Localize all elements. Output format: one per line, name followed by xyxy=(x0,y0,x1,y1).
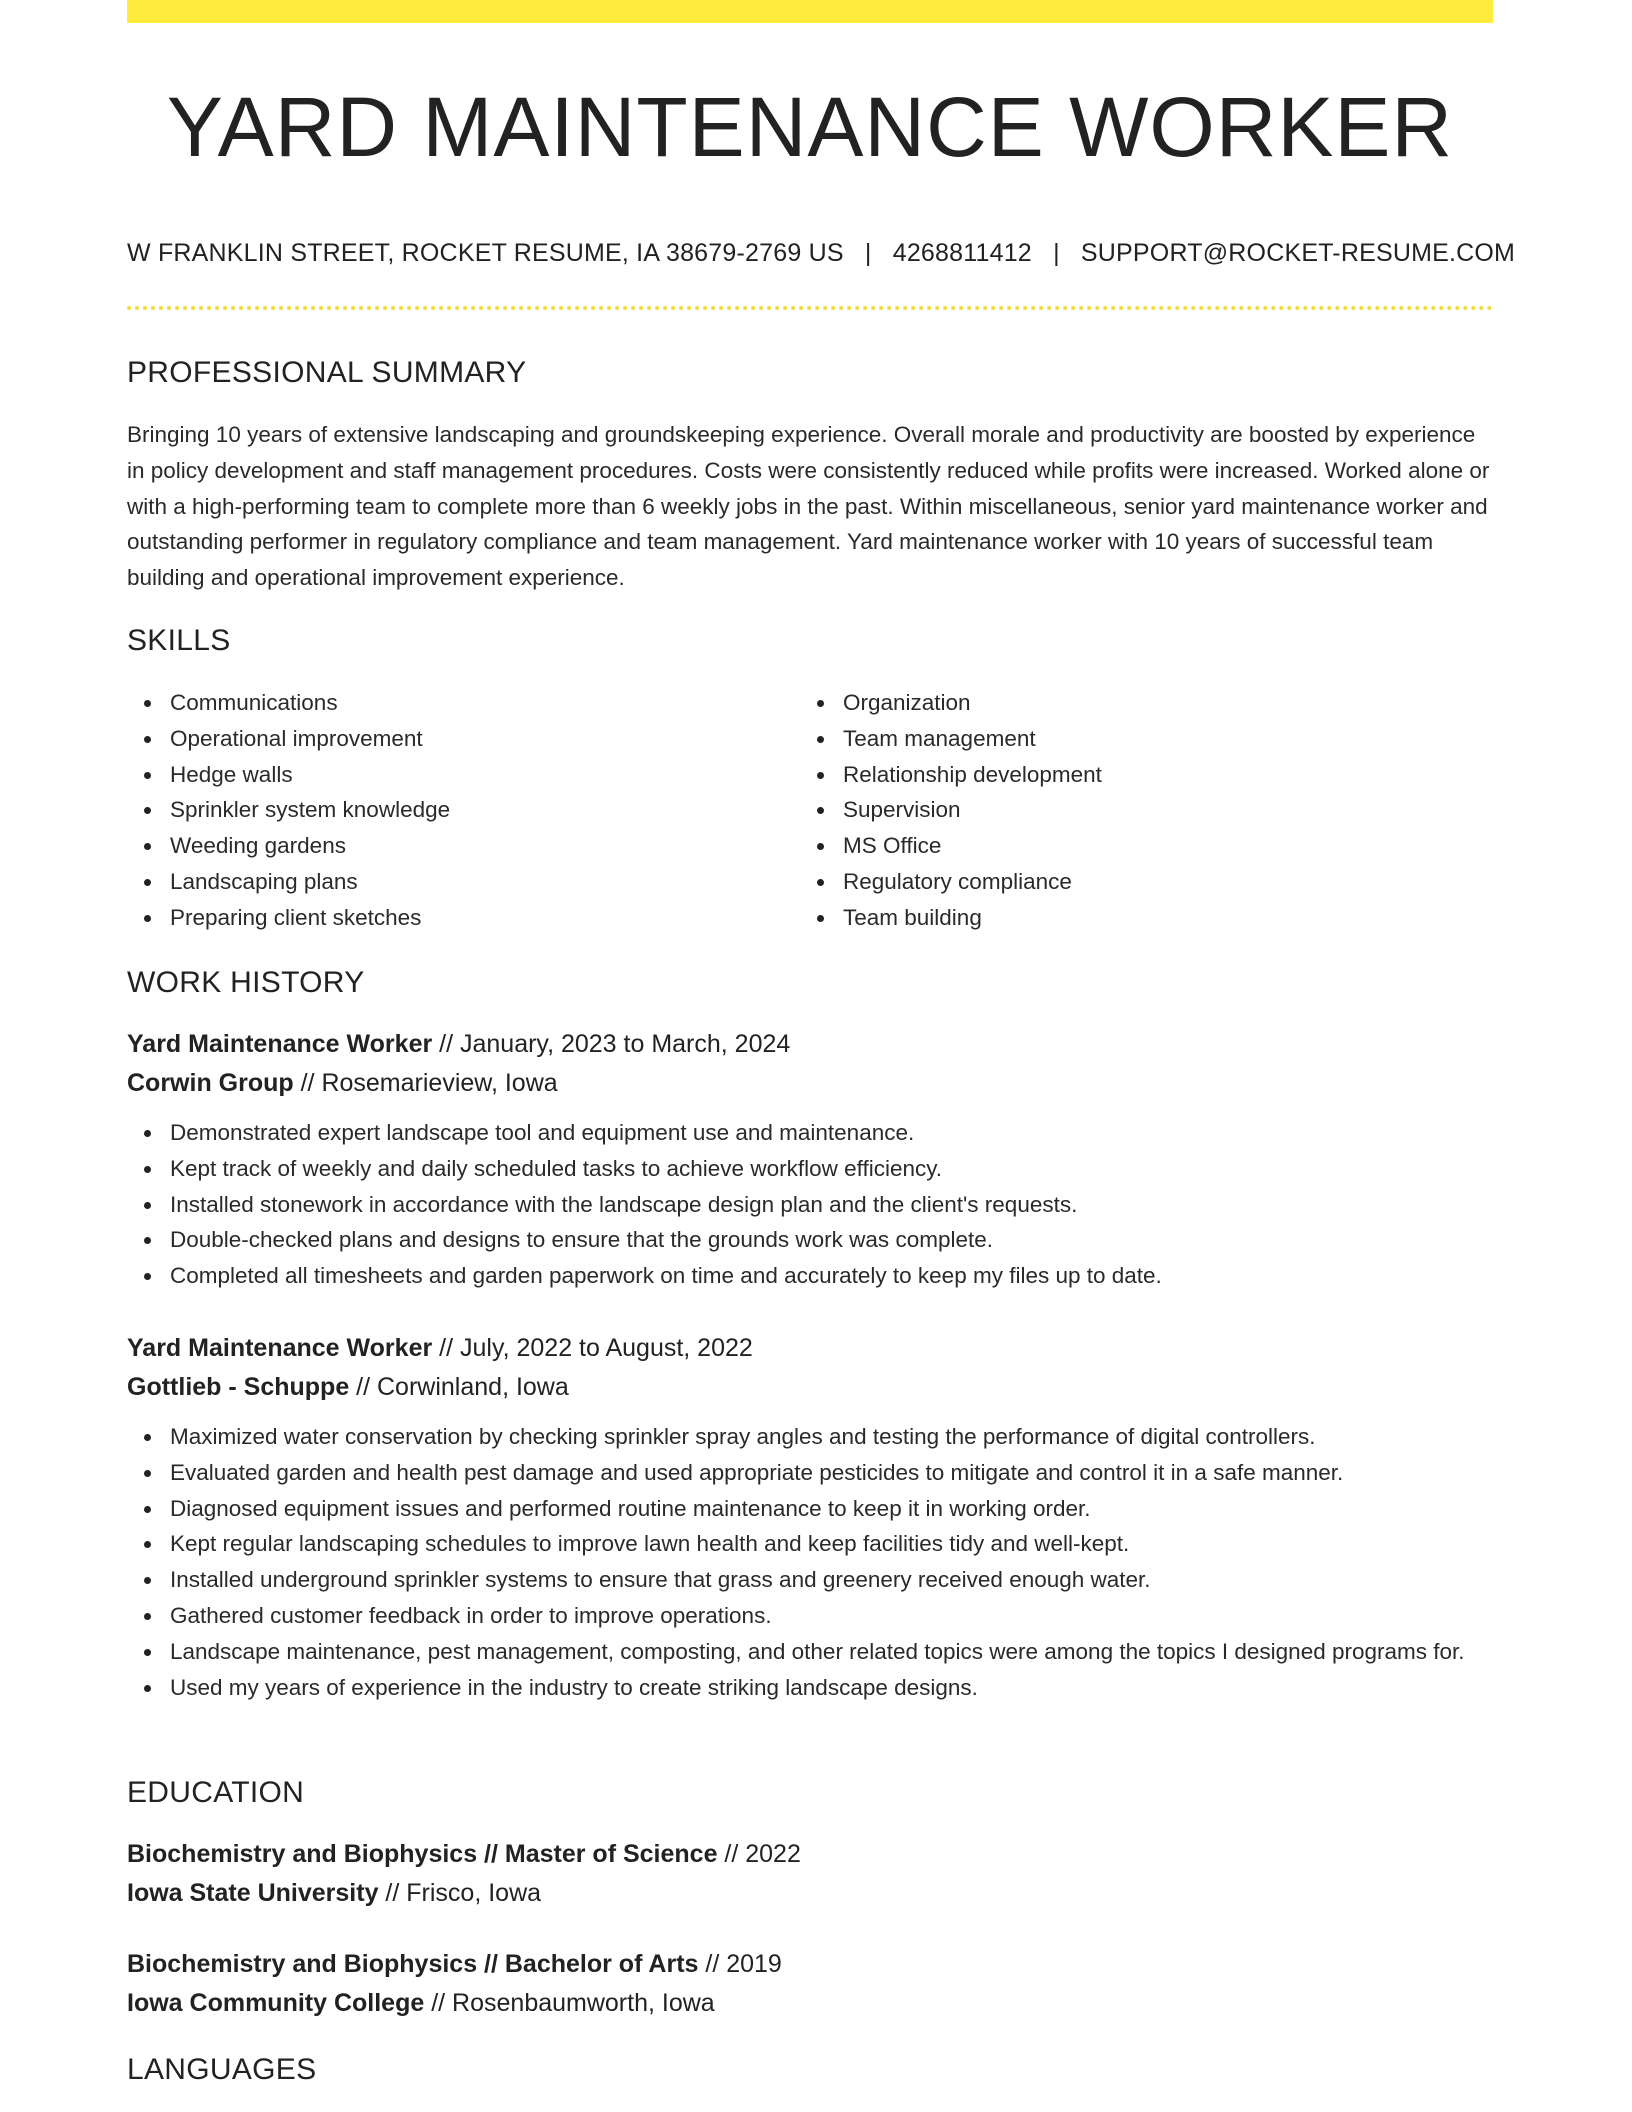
education-school-line xyxy=(127,1984,1493,2023)
job-bullets xyxy=(127,1115,1493,1294)
education-degree: Biochemistry and Biophysics // Master of Science xyxy=(127,1840,718,1868)
summary-text: Bringing 10 years of extensive landscaping and groundskeeping experience. Overall morale and productivity are boosted by experience in policy development and staff management procedures. Costs were consistently reduced while profits were increased. Worked alone or with a high-performing team to complete more than 6 weekly jobs in the past. Within miscellaneous, senior yard maintenance worker and outstanding performer in regulatory compliance and team management. Yard maintenance worker with 10 years of successful team building and operational improvement experience. xyxy=(127,422,1490,591)
education-section xyxy=(127,1778,1493,1808)
summary-title: PROFESSIONAL SUMMARY xyxy=(127,356,527,389)
skills-section xyxy=(127,626,1493,936)
job-bullet: Maximized water conservation by checking sprinkler spray angles and testing the performance of digital controllers. xyxy=(127,1419,1493,1455)
contact-line xyxy=(127,239,1516,268)
contact-email: SUPPORT@ROCKET-RESUME.COM xyxy=(1080,239,1516,267)
education-degree: Biochemistry and Biophysics // Bachelor of Arts xyxy=(127,1950,699,1978)
contact-phone: 4268811412 xyxy=(892,239,1032,267)
contact-separator: | xyxy=(1053,239,1060,267)
skill-item: Communications xyxy=(127,685,800,721)
skill-item: Team management xyxy=(800,721,1473,757)
job-bullets xyxy=(127,1419,1493,1705)
job-dates: // July, 2022 to August, 2022 xyxy=(432,1334,753,1362)
skills-columns xyxy=(127,685,1493,936)
job-bullet: Kept regular landscaping schedules to improve lawn health and keep facilities tidy and well-kept. xyxy=(127,1526,1493,1562)
job-company: Corwin Group xyxy=(127,1069,294,1097)
job-bullet: Double-checked plans and designs to ensure that the grounds work was complete. xyxy=(127,1222,1493,1258)
skill-item: Team building xyxy=(800,900,1473,936)
job-entry xyxy=(127,1025,1493,1294)
education-location: // Frisco, Iowa xyxy=(378,1879,542,1907)
skills-list-right xyxy=(800,685,1473,936)
skill-item: Supervision xyxy=(800,792,1473,828)
job-bullet: Diagnosed equipment issues and performed routine maintenance to keep it in working order. xyxy=(127,1491,1493,1527)
education-entry xyxy=(127,1835,1493,1913)
work-history-title: WORK HISTORY xyxy=(127,966,365,999)
job-bullet: Installed underground sprinkler systems to ensure that grass and greenery received enough water. xyxy=(127,1562,1493,1598)
job-bullet: Landscape maintenance, pest management, composting, and other related topics were among the topics I designed programs for. xyxy=(127,1634,1493,1670)
job-bullet: Gathered customer feedback in order to improve operations. xyxy=(127,1598,1493,1634)
education-year: // 2022 xyxy=(717,1840,801,1868)
skill-item: Weeding gardens xyxy=(127,828,800,864)
education-title: EDUCATION xyxy=(127,1776,305,1809)
job-role: Yard Maintenance Worker xyxy=(127,1334,433,1362)
skills-list-left xyxy=(127,685,800,936)
job-company-line xyxy=(127,1368,1493,1407)
education-school: Iowa State University xyxy=(127,1879,379,1907)
skills-title: SKILLS xyxy=(127,624,231,657)
job-entry xyxy=(127,1329,1493,1705)
job-title-line xyxy=(127,1025,1493,1064)
job-company: Gottlieb - Schuppe xyxy=(127,1373,350,1401)
job-bullet: Installed stonework in accordance with the landscape design plan and the client's requests. xyxy=(127,1187,1493,1223)
skill-item: MS Office xyxy=(800,828,1473,864)
candidate-name: YARD MAINTENANCE WORKER xyxy=(166,80,1454,174)
skill-item: Regulatory compliance xyxy=(800,864,1473,900)
skill-item: Hedge walls xyxy=(127,757,800,793)
education-entry xyxy=(127,1945,1493,2023)
education-location: // Rosenbaumworth, Iowa xyxy=(424,1989,715,2017)
job-bullet: Demonstrated expert landscape tool and equipment use and maintenance. xyxy=(127,1115,1493,1151)
contact-separator: | xyxy=(864,239,872,267)
job-location: // Corwinland, Iowa xyxy=(349,1373,569,1401)
skill-item: Organization xyxy=(800,685,1473,721)
skill-item: Landscaping plans xyxy=(127,864,800,900)
languages-title: LANGUAGES xyxy=(127,2053,317,2086)
work-history-section xyxy=(127,968,1493,998)
summary-section xyxy=(127,358,1493,596)
job-bullet: Completed all timesheets and garden paperwork on time and accurately to keep my files up to date. xyxy=(127,1258,1493,1294)
job-company-line xyxy=(127,1064,1493,1103)
job-bullet: Kept track of weekly and daily scheduled tasks to achieve workflow efficiency. xyxy=(127,1151,1493,1187)
job-bullet: Evaluated garden and health pest damage and used appropriate pesticides to mitigate and control it in a safe manner. xyxy=(127,1455,1493,1491)
skill-item: Relationship development xyxy=(800,757,1473,793)
job-title-line xyxy=(127,1329,1493,1368)
job-dates: // January, 2023 to March, 2024 xyxy=(432,1030,791,1058)
skill-item: Operational improvement xyxy=(127,721,800,757)
skill-item: Sprinkler system knowledge xyxy=(127,792,800,828)
languages-section xyxy=(127,2055,1493,2085)
job-bullet: Used my years of experience in the industry to create striking landscape designs. xyxy=(127,1670,1493,1706)
education-school-line xyxy=(127,1874,1493,1913)
education-year: // 2019 xyxy=(698,1950,782,1978)
top-accent-bar xyxy=(127,0,1493,23)
resume-page xyxy=(127,0,1516,2086)
education-degree-line xyxy=(127,1945,1493,1984)
contact-address: W FRANKLIN STREET, ROCKET RESUME, IA 38679-2769 US xyxy=(127,239,844,267)
skill-item: Preparing client sketches xyxy=(127,900,800,936)
education-degree-line xyxy=(127,1835,1493,1874)
header-divider xyxy=(127,306,1493,310)
education-school: Iowa Community College xyxy=(127,1989,425,2017)
job-location: // Rosemarieview, Iowa xyxy=(293,1069,558,1097)
job-role: Yard Maintenance Worker xyxy=(127,1030,433,1058)
